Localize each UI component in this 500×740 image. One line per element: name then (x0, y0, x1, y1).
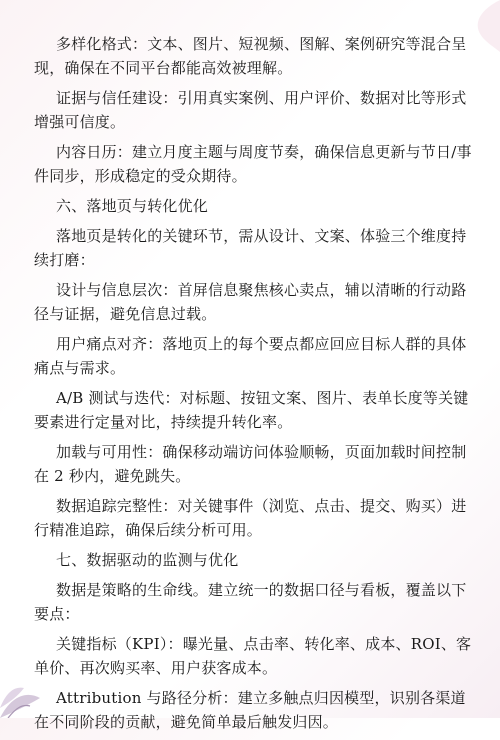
paragraph-data-intro: 数据是策略的生命线。建立统一的数据口径与看板，覆盖以下要点： (34, 581, 467, 623)
section-heading-data-driven: 七、数据驱动的监测与优化 (56, 551, 239, 569)
leaf-decoration-icon (0, 638, 80, 718)
paragraph-kpi: 关键指标（KPI）：曝光量、点击率、转化率、成本、ROI、客单价、再次购买率、用户获客成本。 (34, 635, 472, 677)
document-body (34, 32, 474, 740)
paragraph-loading-usability: 加载与可用性：确保移动端访问体验顺畅，页面加载时间控制在 2 秒内，避免跳失。 (34, 443, 467, 485)
paragraph-tracking: 数据追踪完整性：对关键事件（浏览、点击、提交、购买）进行精准追踪，确保后续分析可用。 (34, 497, 467, 539)
paragraph-content-calendar: 内容日历：建立月度主题与周度节奏，确保信息更新与节日/事件同步，形成稳定的受众期待。 (34, 143, 472, 185)
paragraph-pain-points: 用户痛点对齐：落地页上的每个要点都应回应目标人群的具体痛点与需求。 (34, 335, 467, 377)
section-heading-landing-page: 六、落地页与转化优化 (56, 197, 209, 215)
paragraph-design-hierarchy: 设计与信息层次：首屏信息聚焦核心卖点，辅以清晰的行动路径与证据，避免信息过载。 (34, 281, 467, 323)
paragraph-multiformat: 多样化格式：文本、图片、短视频、图解、案例研究等混合呈现，确保在不同平台都能高效被理解。 (34, 35, 467, 77)
paragraph-ab-testing: A/B 测试与迭代：对标题、按钮文案、图片、表单长度等关键要素进行定量对比，持续提升转化率。 (34, 389, 469, 431)
paragraph-attribution: Attribution 与路径分析：建立多触点归因模型，识别各渠道在不同阶段的贡献，避免简单最后触发归因。 (34, 689, 466, 731)
paragraph-landing-intro: 落地页是转化的关键环节，需从设计、文案、体验三个维度持续打磨： (34, 227, 467, 269)
paragraph-trust: 证据与信任建设：引用真实案例、用户评价、数据对比等形式增强可信度。 (34, 89, 467, 131)
